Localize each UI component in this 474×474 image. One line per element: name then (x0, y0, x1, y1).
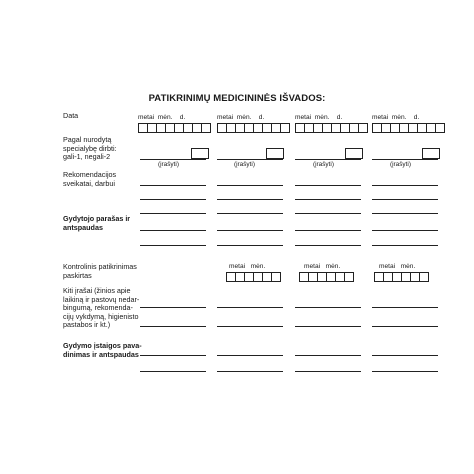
digit-cell[interactable] (296, 124, 305, 132)
digit-cell[interactable] (305, 124, 314, 132)
suitability-box-col1[interactable] (191, 148, 209, 159)
other-notes-line[interactable] (372, 326, 438, 327)
digit-cell[interactable] (236, 273, 245, 281)
header-year: metai (217, 114, 234, 121)
row-label-line: cijų vykdymą, higienisto (63, 311, 139, 321)
header-month: mėn. (250, 263, 266, 270)
row-label-line: bingumą, rekomenda- (63, 303, 133, 313)
header-month: mėn. (391, 114, 407, 121)
digit-cell[interactable] (436, 124, 444, 132)
digit-cell[interactable] (359, 124, 367, 132)
row-label-line: pastabos ir kt.) (63, 320, 111, 330)
digit-cell[interactable] (409, 124, 418, 132)
recommendations-line[interactable] (372, 199, 438, 200)
control-header-col3 (304, 263, 340, 270)
header-year: metai (379, 263, 396, 270)
recommendations-line[interactable] (140, 185, 206, 186)
date-boxes-col2[interactable] (217, 123, 290, 133)
other-notes-line[interactable] (217, 326, 283, 327)
row-label-line: laikiną ir pastovų nedar- (63, 294, 140, 304)
digit-cell[interactable] (148, 124, 157, 132)
write-hint-col3: (įrašyti) (313, 161, 334, 168)
control-boxes-col4[interactable] (374, 272, 429, 282)
institution-signature-line[interactable] (372, 355, 438, 356)
recommendations-line[interactable] (217, 185, 283, 186)
digit-cell[interactable] (393, 273, 402, 281)
recommendations-line[interactable] (140, 199, 206, 200)
digit-cell[interactable] (327, 273, 336, 281)
digit-cell[interactable] (300, 273, 309, 281)
write-hint-col2: (įrašyti) (234, 161, 255, 168)
digit-cell[interactable] (427, 124, 436, 132)
institution-signature-line[interactable] (295, 355, 361, 356)
recommendations-line[interactable] (140, 213, 206, 214)
institution-signature-line[interactable] (295, 371, 361, 372)
doctor-signature-line[interactable] (372, 245, 438, 246)
row-label-recommendations (63, 171, 116, 188)
other-notes-line[interactable] (295, 326, 361, 327)
header-month: mėn. (400, 263, 416, 270)
digit-cell[interactable] (236, 124, 245, 132)
row-label-line: antspaudas (63, 222, 103, 232)
digit-cell[interactable] (411, 273, 420, 281)
header-day: d. (336, 114, 343, 121)
header-month: mėn. (325, 263, 341, 270)
institution-signature-line[interactable] (217, 371, 283, 372)
digit-cell[interactable] (245, 124, 254, 132)
digit-cell[interactable] (400, 124, 409, 132)
doctor-signature-line[interactable] (372, 230, 438, 231)
other-notes-line[interactable] (295, 307, 361, 308)
header-year: metai (372, 114, 389, 121)
other-notes-line[interactable] (140, 307, 206, 308)
digit-cell[interactable] (263, 124, 272, 132)
digit-cell[interactable] (218, 124, 227, 132)
control-header-col2 (229, 263, 265, 270)
digit-cell[interactable] (139, 124, 148, 132)
digit-cell[interactable] (166, 124, 175, 132)
control-boxes-col3[interactable] (299, 272, 354, 282)
suitability-line-col1[interactable] (140, 159, 206, 160)
digit-cell[interactable] (227, 273, 236, 281)
row-label-line: paskirtas (63, 270, 92, 280)
row-label-line: Rekomendacijos (63, 170, 117, 179)
date-boxes-col3[interactable] (295, 123, 368, 133)
date-boxes-col1[interactable] (138, 123, 211, 133)
doctor-signature-line[interactable] (295, 230, 361, 231)
row-label-doctor-signature (63, 215, 130, 232)
digit-cell[interactable] (272, 124, 281, 132)
header-month: mėn. (157, 114, 173, 121)
row-label-suitability (63, 136, 117, 162)
digit-cell[interactable] (350, 124, 359, 132)
header-year: metai (304, 263, 321, 270)
row-label-line: dinimas ir antspaudas (63, 349, 139, 359)
row-label-line: sveikatai, darbui (63, 178, 115, 188)
digit-cell[interactable] (373, 124, 382, 132)
header-month: mėn. (236, 114, 252, 121)
other-notes-line[interactable] (372, 307, 438, 308)
suitability-box-col3[interactable] (345, 148, 363, 159)
row-label-line: gali-1, negali-2 (63, 152, 111, 162)
doctor-signature-line[interactable] (217, 230, 283, 231)
digit-cell[interactable] (341, 124, 350, 132)
institution-signature-line[interactable] (140, 355, 206, 356)
header-year: metai (229, 263, 246, 270)
digit-cell[interactable] (323, 124, 332, 132)
other-notes-line[interactable] (140, 326, 206, 327)
suitability-line-col3[interactable] (295, 159, 361, 160)
recommendations-line[interactable] (217, 199, 283, 200)
header-month: mėn. (314, 114, 330, 121)
row-label-line: Pagal nurodytą (63, 135, 112, 144)
digit-cell[interactable] (375, 273, 384, 281)
date-header-col3 (295, 114, 342, 121)
row-label-line: Kiti įrašai (žinios apie (63, 286, 131, 295)
recommendations-line[interactable] (372, 213, 438, 214)
date-boxes-col4[interactable] (372, 123, 445, 133)
institution-signature-line[interactable] (217, 355, 283, 356)
recommendations-line[interactable] (372, 185, 438, 186)
digit-cell[interactable] (332, 124, 341, 132)
doctor-signature-line[interactable] (217, 245, 283, 246)
digit-cell[interactable] (318, 273, 327, 281)
digit-cell[interactable] (272, 273, 280, 281)
header-day: d. (413, 114, 420, 121)
suitability-line-col2[interactable] (217, 159, 283, 160)
digit-cell[interactable] (382, 124, 391, 132)
control-header-col4 (379, 263, 415, 270)
date-header-col2 (217, 114, 264, 121)
row-label-other-notes (63, 287, 139, 330)
digit-cell[interactable] (402, 273, 411, 281)
header-day: d. (179, 114, 186, 121)
recommendations-line[interactable] (217, 213, 283, 214)
digit-cell[interactable] (175, 124, 184, 132)
digit-cell[interactable] (314, 124, 323, 132)
date-header-col1 (138, 114, 185, 121)
digit-cell[interactable] (254, 273, 263, 281)
digit-cell[interactable] (391, 124, 400, 132)
suitability-box-col2[interactable] (266, 148, 284, 159)
suitability-line-col4[interactable] (372, 159, 438, 160)
row-label-line: Gydymo įstaigos pava- (63, 341, 142, 350)
digit-cell[interactable] (420, 273, 428, 281)
digit-cell[interactable] (345, 273, 353, 281)
digit-cell[interactable] (281, 124, 289, 132)
row-label-line: Gydytojo parašas ir (63, 214, 131, 223)
row-label-date (63, 112, 78, 121)
digit-cell[interactable] (184, 124, 193, 132)
row-label-control-check (63, 263, 137, 280)
digit-cell[interactable] (384, 273, 393, 281)
recommendations-line[interactable] (295, 185, 361, 186)
digit-cell[interactable] (254, 124, 263, 132)
institution-signature-line[interactable] (372, 371, 438, 372)
institution-signature-line[interactable] (140, 371, 206, 372)
digit-cell[interactable] (263, 273, 272, 281)
digit-cell[interactable] (157, 124, 166, 132)
other-notes-line[interactable] (217, 307, 283, 308)
row-label-line: Kontrolinis patikrinimas (63, 262, 137, 271)
header-year: metai (138, 114, 155, 121)
form-title: PATIKRINIMŲ MEDICININĖS IŠVADOS: (148, 93, 326, 104)
recommendations-line[interactable] (295, 213, 361, 214)
digit-cell[interactable] (336, 273, 345, 281)
digit-cell[interactable] (227, 124, 236, 132)
doctor-signature-line[interactable] (140, 245, 206, 246)
suitability-box-col4[interactable] (422, 148, 440, 159)
recommendations-line[interactable] (295, 199, 361, 200)
doctor-signature-line[interactable] (140, 230, 206, 231)
row-label-line: Data (63, 111, 79, 120)
digit-cell[interactable] (202, 124, 210, 132)
doctor-signature-line[interactable] (295, 245, 361, 246)
write-hint-col4: (įrašyti) (390, 161, 411, 168)
digit-cell[interactable] (245, 273, 254, 281)
header-year: metai (295, 114, 312, 121)
digit-cell[interactable] (193, 124, 202, 132)
digit-cell[interactable] (418, 124, 427, 132)
digit-cell[interactable] (309, 273, 318, 281)
date-header-col4 (372, 114, 419, 121)
row-label-line: specialybę dirbti: (63, 143, 117, 153)
header-day: d. (258, 114, 265, 121)
row-label-institution-signature (63, 342, 142, 359)
control-boxes-col2[interactable] (226, 272, 281, 282)
write-hint-col1: (įrašyti) (158, 161, 179, 168)
